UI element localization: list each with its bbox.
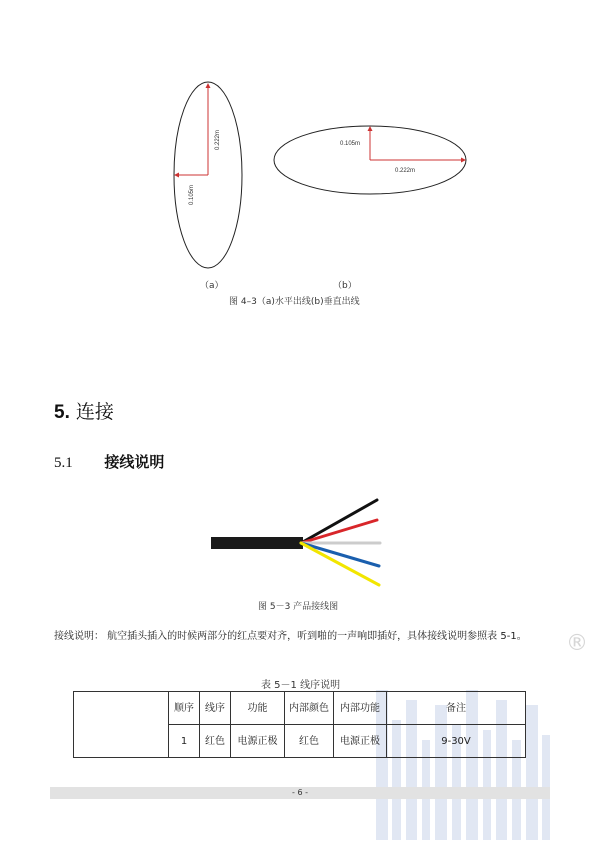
figure-4-3-caption: 图 4–3（a)水平出线(b)垂直出线 xyxy=(229,297,360,307)
table-cell: 1 xyxy=(169,725,200,758)
page-number: - 6 - xyxy=(292,788,308,797)
table-cell: 9-30V xyxy=(387,725,526,758)
wiring-note: 接线说明： 航空插头插入的时候两部分的红点要对齐，听到啪的一声响即插好，具体接线说明参照表 5-1。 xyxy=(54,631,527,642)
table-header-row xyxy=(74,692,526,725)
section-5-1-number: 5.1 xyxy=(54,455,73,471)
wiring-table xyxy=(73,691,526,758)
section-5-title: 连接 xyxy=(75,401,114,423)
registered-mark-icon: ® xyxy=(566,631,588,656)
table-cell: 红色 xyxy=(285,725,334,758)
table-header-cell: 功能 xyxy=(231,692,285,725)
table-5-1-caption: 表 5－1 线序说明 xyxy=(261,680,341,691)
section-5-1-title: 接线说明 xyxy=(104,453,165,471)
ellipse-b-long-label: 0.222m xyxy=(395,168,416,174)
ellipse-a-short-label: 0.105m xyxy=(189,184,195,205)
figure-4-3-sublabel-b: （b） xyxy=(333,281,357,291)
table-header-cell: 顺序 xyxy=(169,692,200,725)
table-header-cell: 备注 xyxy=(387,692,526,725)
table-header-cell: 线序 xyxy=(200,692,231,725)
table-header-cell: 内部功能 xyxy=(334,692,387,725)
figure-5-3-caption: 图 5－3 产品接线图 xyxy=(258,602,339,612)
table-cell: 电源正极 xyxy=(231,725,285,758)
section-5-number: 5. xyxy=(54,402,70,423)
ellipse-b-short-label: 0.105m xyxy=(340,141,361,147)
table-header-cell: 内部颜色 xyxy=(285,692,334,725)
figure-4-3-sublabel-a: （a） xyxy=(200,281,224,291)
table-blank-cell xyxy=(74,692,169,758)
ellipse-a-long-label: 0.222m xyxy=(215,129,221,150)
table-cell: 红色 xyxy=(200,725,231,758)
table-cell: 电源正极 xyxy=(334,725,387,758)
